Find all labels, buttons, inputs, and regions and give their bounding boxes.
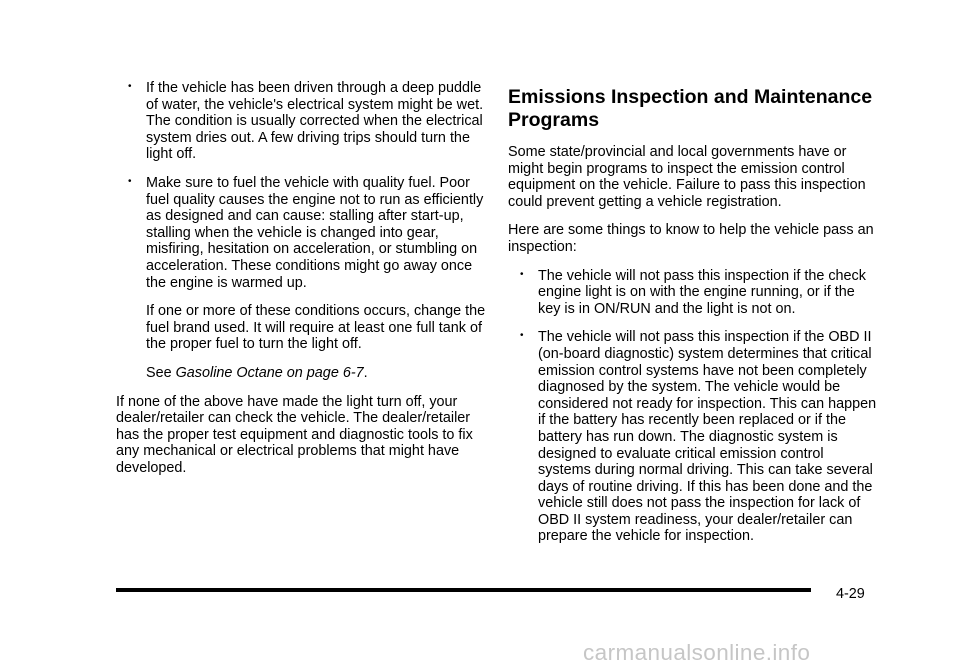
cross-reference-link[interactable]: Gasoline Octane on page 6-7 <box>175 364 364 381</box>
bullet-text: The vehicle will not pass this inspection if the OBD II (on-board diagnostic) system determines that critical emission control systems have not been completely diagnosed by the system. The vehicle would be considered not ready for inspection. This can happen if the battery has recently been replaced or if the battery has run down. The diagnostic system is designed to evaluate critical emission control systems during normal driving. This can take several days of routine driving. If this has been done and the vehicle still does not pass the inspection for lack of OBD II system readiness, your dealer/retailer can prepare the vehicle for inspection. <box>538 329 877 545</box>
section-heading: Emissions Inspection and Maintenance Programs <box>508 86 873 131</box>
watermark: carmanualsonline.info <box>583 640 811 665</box>
list-item <box>116 175 488 291</box>
see-reference <box>116 365 488 382</box>
page-number: 4-29 <box>836 586 865 602</box>
closing-paragraph: If none of the above have made the light turn off, your dealer/retailer can check the vehicle. The dealer/retailer has the proper test equipment and diagnostic tools to fix any mechanical or electrical problems that might have developed. <box>116 393 473 476</box>
body-paragraph: Here are some things to know to help the vehicle pass an inspection: <box>508 222 874 255</box>
list-item <box>508 329 880 545</box>
body-paragraph: Some state/provincial and local governments have or might begin programs to inspect the emission control equipment on the vehicle. Failure to pass this inspection could prevent getting a vehicle registration. <box>508 144 866 210</box>
bullet-icon: • <box>520 330 524 342</box>
bullet-text: The vehicle will not pass this inspection if the check engine light is on with the engine running, or if the key is in ON/RUN and the light is not on. <box>538 267 866 317</box>
sub-paragraph: If one or more of these conditions occurs, change the fuel brand used. It will require at least one full tank of the proper fuel to turn the light off. <box>146 303 486 353</box>
see-prefix: See <box>146 364 176 381</box>
bullet-icon: • <box>520 268 524 280</box>
bullet-text: If the vehicle has been driven through a deep puddle of water, the vehicle's electrical system might be wet. The condition is usually corrected when the electrical system dries out. A few driving trips should turn the light off. <box>146 80 484 163</box>
left-column <box>116 80 488 488</box>
bullet-text: Make sure to fuel the vehicle with quality fuel. Poor fuel quality causes the engine not to run as efficiently as designed and can cause: stalling after start-up, stalling when the vehicle is changed into gear, misfiring, hesitation on acceleration, or stumbling on acceleration. These conditions might go away once the engine is warmed up. <box>146 174 484 291</box>
see-suffix: . <box>363 364 368 381</box>
right-column <box>508 80 880 557</box>
bullet-icon: • <box>128 81 132 92</box>
list-item <box>116 80 488 163</box>
bullet-icon: • <box>128 175 132 187</box>
list-item <box>508 268 880 318</box>
footer-divider <box>116 588 811 592</box>
